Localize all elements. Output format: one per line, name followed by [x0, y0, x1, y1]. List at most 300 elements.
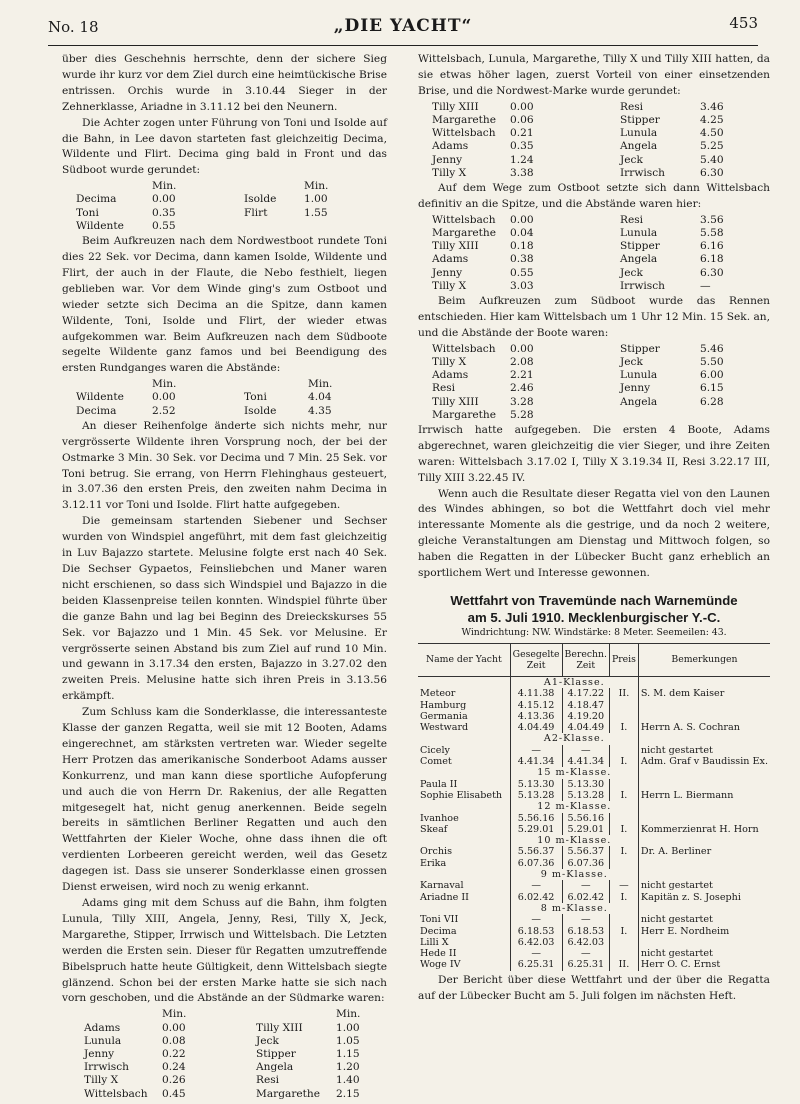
column-header: Gesegelte Zeit: [510, 644, 562, 677]
yacht-name: Jeck: [620, 153, 643, 166]
class-row: [418, 903, 770, 914]
yacht-name: Angela: [620, 395, 658, 408]
table-row: [418, 824, 770, 835]
yacht-name: [620, 409, 700, 422]
remarks: nicht gestartet: [638, 880, 770, 891]
yacht-name: Resi: [432, 382, 456, 395]
corrected-time: 6.18.53: [562, 926, 609, 937]
prize: II.: [609, 959, 638, 970]
time-gap: 1.20: [336, 1061, 360, 1074]
spacer: [62, 207, 76, 220]
spacer: [418, 382, 432, 395]
sailed-time: 6.18.53: [510, 926, 562, 937]
sailed-time: 6.42.03: [510, 937, 562, 948]
time-gap: 1.40: [336, 1074, 360, 1087]
sailed-time: 5.29.01: [510, 824, 562, 835]
time-gap: 2.15: [336, 1087, 360, 1100]
distance-table: [418, 343, 770, 422]
distance-table: [62, 378, 387, 418]
yacht-name: Isolde: [244, 193, 277, 206]
paragraph: Beim Aufkreuzen nach dem Nordwestboot rundete Toni dies 22 Sek. vor Decima, dann kamen Isolde, Wildente und Flirt, der auch in der Flaute, die Nebo festhielt, liegen geblieben war. Vor dem Winde ging's zum Ostboot und wieder setzte sich Decima an die Spitze, dann kamen Wildente, Toni, Isolde und Flirt, der wieder etwas aufgekommen war. Beim Aufkreuzen nach dem Südboote segelte Wildente ganz famos und bei Beendigung des ersten Rundganges waren die Abstände:: [62, 235, 387, 375]
spacer: [418, 801, 510, 812]
results-table: [418, 644, 770, 971]
spacer: [62, 1048, 84, 1061]
spacer: [62, 180, 76, 193]
results-table-title: Wettfahrt von Travemünde nach Warnemünde am 5. Juli 1910. Mecklenburgischer Y.-C.: [450, 592, 738, 625]
paragraph: An dieser Reihenfolge änderte sich nichts mehr, nur vergrösserte Wildente ihren Vorsprung noch, der bei der Ostmarke 3 Min. 30 Sek. vor Decima und 7 Min. 25 Sek. vor Toni betrug. Sie errang, von Herrn Flehinghaus gesteuert, in 3.07.36 den ersten Preis, den zweiten nahm Decima in 3.12.11 vor Toni und Isolde. Flirt hatte aufgegeben.: [62, 419, 387, 512]
prize: I.: [609, 756, 638, 767]
spacer: [62, 378, 76, 391]
prize: II.: [609, 688, 638, 699]
yacht-name: Wittelsbach: [432, 213, 496, 226]
time-gap: 1.00: [304, 193, 328, 206]
time-gap: 1.00: [336, 1021, 360, 1034]
time-gap: 3.28: [510, 395, 534, 408]
class-label: 12 m-Klasse.: [510, 801, 638, 812]
time-gap: 5.50: [700, 355, 724, 368]
yacht-name: Tilly X: [432, 166, 467, 179]
remarks: [638, 937, 770, 948]
time-gap: 0.06: [510, 113, 534, 126]
spacer: [638, 903, 770, 914]
spacer: [418, 369, 432, 382]
table-row: [418, 745, 770, 756]
yacht-name: Jeck: [620, 355, 643, 368]
spacer: [418, 396, 432, 409]
corrected-time: 4.18.47: [562, 700, 609, 711]
yacht-name: Tilly XIII: [432, 240, 479, 253]
time-gap: 3.38: [510, 166, 534, 179]
time-gap: 2.21: [510, 369, 534, 382]
time-gap: 0.21: [510, 127, 534, 140]
spacer: [638, 801, 770, 812]
time-gap: 0.45: [162, 1087, 186, 1100]
sailed-time: 4.41.34: [510, 756, 562, 767]
prize: [609, 711, 638, 722]
spacer: [638, 767, 770, 778]
spacer: [418, 214, 432, 227]
time-gap: 0.00: [510, 100, 534, 113]
remarks: Adm. Graf v Baudissin Ex.: [638, 756, 770, 767]
spacer: [62, 220, 76, 233]
time-gap: 5.28: [510, 408, 534, 421]
class-row: [418, 835, 770, 846]
yacht-name: Cicely: [420, 744, 450, 756]
prize: I.: [609, 824, 638, 835]
corrected-time: 5.13.30: [562, 779, 609, 790]
yacht-name: Ariadne II: [420, 891, 469, 903]
yacht-name: Paula II: [420, 778, 458, 790]
spacer: [418, 114, 432, 127]
time-gap: 0.55: [152, 219, 176, 232]
time-gap: 6.28: [700, 395, 724, 408]
yacht-name: Hede II: [420, 948, 457, 960]
yacht-name: Wittelsbach: [432, 127, 496, 140]
column-header: Preis: [609, 644, 638, 677]
class-label: 10 m-Klasse.: [510, 835, 638, 846]
distance-table: [418, 101, 770, 180]
yacht-name: Margarethe: [256, 1087, 321, 1100]
spacer: [418, 101, 432, 114]
time-gap: 0.26: [162, 1074, 186, 1087]
paragraph: Auf dem Wege zum Ostboot setzte sich dann Wittelsbach definitiv an die Spitze, und die Abstände waren hier:: [418, 181, 770, 210]
time-gap: 0.00: [152, 391, 176, 404]
yacht-name: Resi: [256, 1074, 280, 1087]
prize: [609, 700, 638, 711]
prize: I.: [609, 722, 638, 733]
spacer: [418, 140, 432, 153]
sailed-time: 4.13.36: [510, 711, 562, 722]
remarks: [638, 700, 770, 711]
spacer: [62, 1088, 84, 1101]
yacht-name: Karnaval: [420, 880, 464, 892]
spacer: [418, 154, 432, 167]
table-row: [418, 846, 770, 857]
sailed-time: 5.13.28: [510, 790, 562, 801]
yacht-name: Margarethe: [432, 113, 497, 126]
table-row: [418, 914, 770, 925]
sailed-time: —: [510, 948, 562, 959]
yacht-name: Resi: [620, 100, 644, 113]
remarks: Kommerzienrat H. Horn: [638, 824, 770, 835]
yacht-name: Lilli X: [420, 936, 449, 948]
spacer: [76, 180, 152, 193]
spacer: [62, 1074, 84, 1087]
remarks: [638, 858, 770, 869]
yacht-name: Ivanhoe: [420, 812, 459, 824]
time-gap: 5.40: [700, 153, 724, 166]
page-header: [48, 10, 758, 46]
spacer: [418, 903, 510, 914]
spacer: [418, 835, 510, 846]
sailed-time: 6.25.31: [510, 959, 562, 970]
spacer: [418, 676, 510, 688]
yacht-name: Jenny: [620, 382, 651, 395]
spacer: [418, 409, 432, 422]
time-gap: 6.30: [700, 166, 724, 179]
time-gap: 0.22: [162, 1047, 186, 1060]
yacht-name: Wildente: [76, 219, 124, 232]
spacer: [418, 267, 432, 280]
yacht-name: Tilly X: [432, 279, 467, 292]
class-label: A1-Klasse.: [510, 676, 638, 688]
yacht-name: Comet: [420, 756, 452, 768]
column-header: Bemerkungen: [638, 644, 770, 677]
remarks: nicht gestartet: [638, 745, 770, 756]
time-gap: 5.46: [700, 342, 724, 355]
yacht-name: Jenny: [432, 266, 463, 279]
spacer: [638, 733, 770, 744]
prize: I.: [609, 790, 638, 801]
yacht-name: Orchis: [420, 846, 452, 858]
prize: [609, 948, 638, 959]
table-row: [418, 779, 770, 790]
spacer: [418, 227, 432, 240]
yacht-name: Toni: [76, 206, 99, 219]
class-label: 8 m-Klasse.: [510, 903, 638, 914]
yacht-name: Angela: [256, 1061, 294, 1074]
yacht-name: Westward: [420, 722, 469, 734]
time-gap: [304, 220, 364, 233]
remarks: Dr. A. Berliner: [638, 846, 770, 857]
paragraph: Die gemeinsam startenden Siebener und Sechser wurden von Windspiel angeführt, mit dem fast gleichzeitig in Luv Bajazzo startete. Melusine folgte erst nach 40 Sek. Die Sechser Gypaetos, Feinsliebchen und Maner waren nicht erschienen, so dass sich Windspiel und Bajazzo in die beiden Klassenpreise teilen konnten. Windspiel führte über die ganze Bahn und lag bei Beginn des Dreieckskurses 55 Sek. vor Bajazzo und 1 Min. 45 Sek. vor Melusine. Er vergrösserte seinen Abstand bis zum Ziel auf rund 10 Min. und gewann in 3.17.34 den ersten, Bajazzo in 3.27.02 den zweiten Preis. Melusine hatte sich ihren Preis in 3.13.56 erkämpft.: [62, 515, 387, 703]
spacer: [418, 253, 432, 266]
corrected-time: 5.56.16: [562, 813, 609, 824]
remarks: [638, 711, 770, 722]
sailed-time: 4.11.38: [510, 688, 562, 699]
prize: [609, 937, 638, 948]
yacht-name: Skeaf: [420, 823, 448, 835]
yacht-name: [244, 220, 304, 233]
distance-table: [62, 180, 387, 233]
yacht-name: Decima: [420, 925, 457, 937]
prize: I.: [609, 892, 638, 903]
yacht-name: Irrwisch: [84, 1061, 129, 1074]
time-gap: 6.30: [700, 266, 724, 279]
time-gap: 2.08: [510, 355, 534, 368]
table-row: [418, 926, 770, 937]
sailed-time: 4.04.49: [510, 722, 562, 733]
corrected-time: 4.17.22: [562, 688, 609, 699]
time-gap: 0.04: [510, 226, 534, 239]
yacht-name: Jenny: [432, 153, 463, 166]
corrected-time: —: [562, 745, 609, 756]
yacht-name: Wittelsbach: [432, 342, 496, 355]
yacht-name: Tilly XIII: [432, 395, 479, 408]
corrected-time: —: [562, 914, 609, 925]
corrected-time: 5.56.37: [562, 846, 609, 857]
sailed-time: 5.13.30: [510, 779, 562, 790]
corrected-time: —: [562, 880, 609, 891]
yacht-name: Woge IV: [420, 959, 461, 971]
spacer: [638, 676, 770, 688]
spacer: [244, 180, 304, 193]
time-gap: 6.15: [700, 382, 724, 395]
yacht-name: Adams: [84, 1021, 121, 1034]
sailed-time: 5.56.37: [510, 846, 562, 857]
time-gap: 3.46: [700, 100, 724, 113]
paragraph: über dies Geschehnis herrschte, denn der sichere Sieg wurde ihr kurz vor dem Ziel durch eine heimtückische Brise entrissen. Orchis wurde in 3.10.44 Sieger in der Zehnerklasse, Ariadne in 3.11.12 bei den Neunern.: [62, 53, 387, 113]
time-gap: 0.35: [152, 206, 176, 219]
spacer: [418, 127, 432, 140]
paragraph: Beim Aufkreuzen zum Südboot wurde das Rennen entschieden. Hier kam Wittelsbach um 1 Uhr 12 Min. 15 Sek. an, und die Abstände der Boote waren:: [418, 294, 770, 339]
yacht-name: Stipper: [620, 342, 660, 355]
column-header: Min.: [152, 180, 177, 193]
time-gap: 3.56: [700, 213, 724, 226]
yacht-name: Toni VII: [420, 914, 459, 926]
spacer: [62, 1061, 84, 1074]
time-gap: 0.18: [510, 240, 534, 253]
table-row: [418, 959, 770, 970]
corrected-time: 5.13.28: [562, 790, 609, 801]
yacht-name: Flirt: [244, 206, 268, 219]
corrected-time: 6.07.36: [562, 858, 609, 869]
column-header: Min.: [308, 378, 333, 391]
prize: [609, 914, 638, 925]
time-gap: 0.38: [510, 253, 534, 266]
class-row: [418, 733, 770, 744]
paragraph: Zum Schluss kam die Sonderklasse, die interessanteste Klasse der ganzen Regatta, weil sie mit 12 Booten, Adams eingerechnet, am stärksten vertreten war. Wieder segelte Herr Protzen das amerikanische Sonderboot Adams ausser Konkurrenz, und man kann diese sportliche Aufopferung und auch die von Herrn Dr. Rakenius, der alle Regatten mitgesegelt hat, nicht genug anerkennen. Beide segeln bereits in sämtlichen Berliner Regatten und auch den Wettfahrten der Kieler Woche, ohne dass ihnen die oft verdienten Lorbeeren gereicht werden, weil das Gesetz dagegen ist. Dass sie unserer Sonderklasse einen grossen Dienst erweisen, wird noch zu wenig erkannt.: [62, 706, 387, 894]
class-row: [418, 869, 770, 880]
time-gap: 1.15: [336, 1047, 360, 1060]
yacht-name: Decima: [76, 404, 117, 417]
class-label: 15 m-Klasse.: [510, 767, 638, 778]
time-gap: 0.08: [162, 1034, 186, 1047]
column-header: Min.: [152, 378, 177, 391]
remarks: Herrn A. S. Cochran: [638, 722, 770, 733]
yacht-name: Germania: [420, 710, 468, 722]
remarks: [638, 779, 770, 790]
remarks: nicht gestartet: [638, 914, 770, 925]
yacht-name: Stipper: [256, 1047, 296, 1060]
spacer: [256, 1008, 336, 1021]
time-gap: 0.24: [162, 1061, 186, 1074]
yacht-name: Margarethe: [432, 226, 497, 239]
time-gap: 4.50: [700, 127, 724, 140]
corrected-time: 4.41.34: [562, 756, 609, 767]
yacht-name: Margarethe: [432, 408, 497, 421]
table-row: [418, 756, 770, 767]
results-body: [418, 676, 770, 970]
yacht-name: Jeck: [256, 1034, 279, 1047]
table-row: [418, 937, 770, 948]
spacer: [62, 1008, 84, 1021]
corrected-time: 6.42.03: [562, 937, 609, 948]
paragraph: Die Achter zogen unter Führung von Toni und Isolde auf die Bahn, in Lee davon starteten fast gleichzeitig Decima, Wildente und Flirt. Decima ging bald in Front und das Südboot wurde gerundet:: [62, 116, 387, 177]
time-gap: 6.18: [700, 253, 724, 266]
prize: I.: [609, 926, 638, 937]
time-gap: 0.00: [162, 1021, 186, 1034]
spacer: [62, 391, 76, 404]
spacer: [62, 1035, 84, 1048]
sailed-time: 5.56.16: [510, 813, 562, 824]
yacht-name: Wildente: [76, 391, 124, 404]
prize: I.: [609, 846, 638, 857]
table-row: [418, 892, 770, 903]
column-header: Name der Yacht: [418, 644, 510, 677]
column-header: Berechn. Zeit: [562, 644, 609, 677]
column-header: Min.: [304, 180, 329, 193]
yacht-name: Angela: [620, 140, 658, 153]
yacht-name: Wittelsbach: [84, 1087, 148, 1100]
spacer: [84, 1008, 162, 1021]
table-row: [418, 813, 770, 824]
yacht-name: Stipper: [620, 240, 660, 253]
corrected-time: 5.29.01: [562, 824, 609, 835]
table-row: [418, 722, 770, 733]
yacht-name: Sophie Elisabeth: [420, 789, 503, 801]
page-number: 453: [729, 14, 758, 32]
sailed-time: —: [510, 745, 562, 756]
table-row: [418, 948, 770, 959]
yacht-name: Lunula: [84, 1034, 122, 1047]
time-gap: 0.55: [510, 266, 534, 279]
yacht-name: Tilly X: [84, 1074, 119, 1087]
table-row: [418, 700, 770, 711]
time-gap: 0.00: [510, 213, 534, 226]
sailed-time: 6.07.36: [510, 858, 562, 869]
yacht-name: Irrwisch: [620, 166, 665, 179]
time-gap: 0.35: [510, 140, 534, 153]
yacht-name: Toni: [244, 391, 267, 404]
yacht-name: Adams: [432, 369, 469, 382]
paragraph: Adams ging mit dem Schuss auf die Bahn, ihm folgten Lunula, Tilly XIII, Angela, Jenny, Resi, Tilly X, Jeck, Margarethe, Stipper, Irrwisch und Wittelsbach. Die Letzten werden die Ersten sein. Dieser für Regatten umzutreffende Bibelspruch hatte heute Gültigkeit, denn Wittelsbach siegte glänzend. Schon bei der ersten Marke hatte sie sich nach vorn geschoben, und die Abstände an der Südmarke waren:: [62, 897, 387, 1005]
yacht-name: Lunula: [620, 226, 658, 239]
remarks: [638, 813, 770, 824]
yacht-name: Erika: [420, 857, 447, 869]
corrected-time: 6.02.42: [562, 892, 609, 903]
yacht-name: Adams: [432, 140, 469, 153]
spacer: [244, 378, 308, 391]
yacht-name: Lunula: [620, 369, 658, 382]
spacer: [418, 343, 432, 356]
class-row: [418, 676, 770, 688]
paragraph: Wittelsbach, Lunula, Margarethe, Tilly X und Tilly XIII hatten, da sie etwas höher lagen, zuerst Vorteil von einer einsetzenden Brise, und die Nordwest-Marke wurde gerundet:: [418, 53, 770, 97]
left-column: [62, 52, 387, 1102]
yacht-name: Tilly XIII: [432, 100, 479, 113]
remarks: Herrn L. Biermann: [638, 790, 770, 801]
yacht-name: Decima: [76, 193, 117, 206]
spacer: [638, 869, 770, 880]
time-gap: 1.05: [336, 1034, 360, 1047]
time-gap: —: [700, 279, 711, 292]
remarks: Herr E. Nordheim: [638, 926, 770, 937]
paragraph: Irrwisch hatte aufgegeben. Die ersten 4 Boote, Adams abgerechnet, waren gleichzeitig die vier Sieger, und ihre Zeiten waren: Wittelsbach 3.17.02 I, Tilly X 3.19.34 II, Resi 3.22.17 III, Tilly XIII 3.22.45 IV.: [418, 423, 770, 484]
class-label: A2-Klasse.: [510, 733, 638, 744]
yacht-name: Hamburg: [420, 699, 467, 711]
time-gap: 6.00: [700, 369, 724, 382]
time-gap: 5.58: [700, 226, 724, 239]
time-gap: 0.00: [152, 193, 176, 206]
yacht-name: Lunula: [620, 127, 658, 140]
issue-number: No. 18: [48, 18, 99, 36]
spacer: [62, 405, 76, 418]
spacer: [418, 356, 432, 369]
prize: [609, 779, 638, 790]
right-column: [418, 52, 770, 1005]
results-header-row: [418, 644, 770, 677]
corrected-time: 4.19.20: [562, 711, 609, 722]
time-gap: 4.25: [700, 113, 724, 126]
yacht-name: Tilly X: [432, 355, 467, 368]
time-gap: 1.55: [304, 206, 328, 219]
time-gap: 0.00: [510, 342, 534, 355]
column-header: Min.: [336, 1008, 361, 1021]
corrected-time: —: [562, 948, 609, 959]
class-row: [418, 801, 770, 812]
spacer: [418, 280, 432, 293]
yacht-name: Meteor: [420, 688, 456, 700]
spacer: [62, 1022, 84, 1035]
yacht-name: Adams: [432, 253, 469, 266]
yacht-name: Stipper: [620, 113, 660, 126]
paragraph: Der Bericht über diese Wettfahrt und der über die Regatta auf der Lübecker Bucht am 5. Juli folgen im nächsten Heft.: [418, 973, 770, 1002]
table-row: [418, 711, 770, 722]
spacer: [418, 767, 510, 778]
time-gap: 2.52: [152, 404, 176, 417]
spacer: [62, 193, 76, 206]
remarks: nicht gestartet: [638, 948, 770, 959]
sailed-time: —: [510, 914, 562, 925]
corrected-time: 4.04.49: [562, 722, 609, 733]
spacer: [418, 733, 510, 744]
class-label: 9 m-Klasse.: [510, 869, 638, 880]
prize: [609, 858, 638, 869]
prize: [609, 745, 638, 756]
column-header: Min.: [162, 1008, 187, 1021]
time-gap: 4.04: [308, 391, 332, 404]
time-gap: 2.46: [510, 382, 534, 395]
